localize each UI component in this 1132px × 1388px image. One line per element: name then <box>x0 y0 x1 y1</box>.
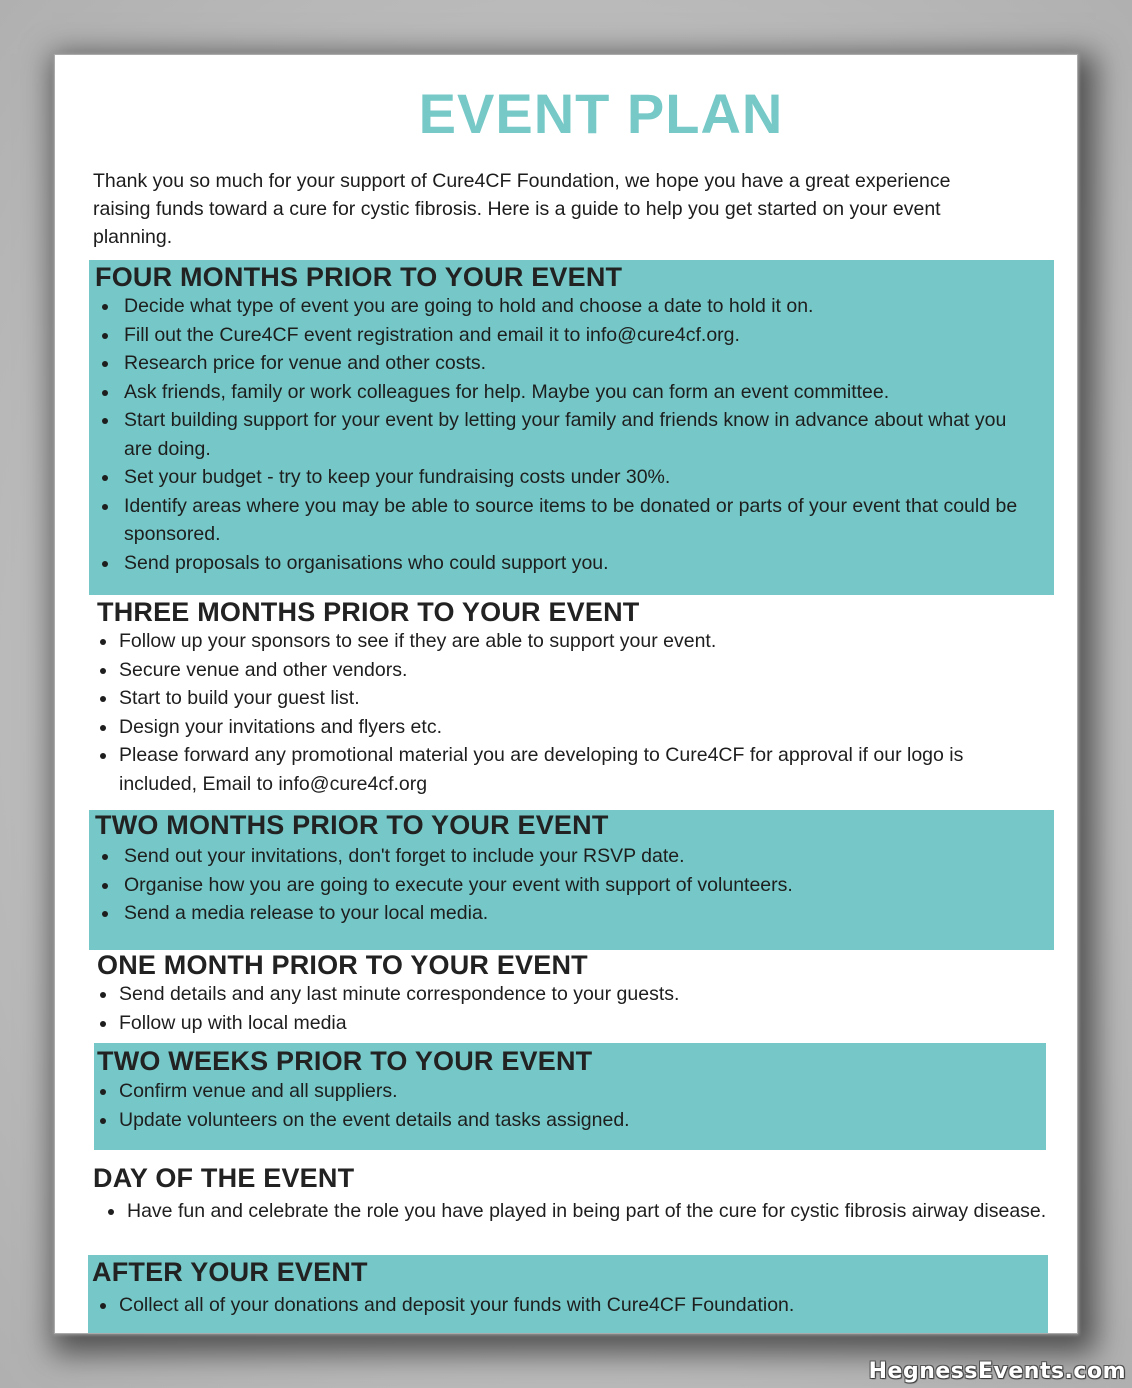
bullet-list <box>95 842 1024 928</box>
bullet-list <box>97 980 1029 1037</box>
bullet-list <box>93 1197 1047 1226</box>
list-item: Set your budget - try to keep your fundraising costs under 30%. <box>124 463 1024 492</box>
section-four-months <box>89 260 1054 595</box>
bullet-icon <box>100 639 106 645</box>
bullet-list <box>97 1077 1019 1134</box>
page-title: EVENT PLAN <box>418 82 784 145</box>
section-heading: AFTER YOUR EVENT <box>92 1257 368 1287</box>
section-three-months <box>97 597 1047 802</box>
bullet-icon <box>102 361 108 367</box>
bullet-icon <box>102 504 108 510</box>
section-heading: ONE MONTH PRIOR TO YOUR EVENT <box>97 950 588 980</box>
list-item: Ask friends, family or work colleagues for help. Maybe you can form an event committee. <box>124 378 1024 407</box>
section-two-weeks <box>94 1043 1046 1150</box>
bullet-icon <box>102 304 108 310</box>
bullet-icon <box>100 1303 106 1309</box>
bullet-icon <box>100 753 106 759</box>
intro-paragraph: Thank you so much for your support of Cure4CF Foundation, we hope you have a great experience raising funds toward a cure for cystic fibrosis. Here is a guide to help you get started on your event planning. <box>93 170 951 248</box>
bullet-icon <box>102 333 108 339</box>
list-item: Start building support for your event by letting your family and friends know in advance about what you are doing. <box>124 406 1024 463</box>
list-item: Follow up your sponsors to see if they are able to support your event. <box>119 627 1029 656</box>
bullet-icon <box>102 883 108 889</box>
list-item: Collect all of your donations and deposit your funds with Cure4CF Foundation. <box>119 1291 1019 1320</box>
bullet-icon <box>102 418 108 424</box>
bullet-list <box>97 627 1029 798</box>
list-item: Decide what type of event you are going to hold and choose a date to hold it on. <box>124 292 1024 321</box>
list-item: Send out your invitations, don't forget to include your RSVP date. <box>124 842 1024 871</box>
bullet-icon <box>102 390 108 396</box>
section-heading: TWO WEEKS PRIOR TO YOUR EVENT <box>97 1046 593 1076</box>
watermark: HegnessEvents.com <box>868 1359 1126 1384</box>
list-item: Follow up with local media <box>119 1009 1029 1038</box>
list-item: Update volunteers on the event details and tasks assigned. <box>119 1106 1019 1135</box>
section-one-month <box>97 950 1047 1040</box>
bullet-icon <box>100 696 106 702</box>
section-heading: TWO MONTHS PRIOR TO YOUR EVENT <box>95 810 609 840</box>
list-item: Secure venue and other vendors. <box>119 656 1029 685</box>
section-after <box>88 1255 1048 1334</box>
bullet-list <box>92 1291 1019 1320</box>
list-item: Fill out the Cure4CF event registration and email it to info@cure4cf.org. <box>124 321 1024 350</box>
section-two-months <box>89 810 1054 950</box>
list-item: Please forward any promotional material you are developing to Cure4CF for approval if our logo is included, Email to info@cure4cf.org <box>119 741 1029 798</box>
bullet-icon <box>100 1089 106 1095</box>
list-item: Send a media release to your local media. <box>124 899 1024 928</box>
bullet-icon <box>102 911 108 917</box>
bullet-icon <box>100 1021 106 1027</box>
bullet-icon <box>102 475 108 481</box>
list-item: Send details and any last minute correspondence to your guests. <box>119 980 1029 1009</box>
section-day-of <box>93 1163 1053 1255</box>
document-page <box>54 54 1078 1334</box>
section-heading: FOUR MONTHS PRIOR TO YOUR EVENT <box>95 262 623 292</box>
bullet-icon <box>102 561 108 567</box>
section-heading: DAY OF THE EVENT <box>93 1163 355 1193</box>
list-item: Have fun and celebrate the role you have played in being part of the cure for cystic fibrosis airway disease. <box>127 1197 1047 1226</box>
list-item: Send proposals to organisations who could support you. <box>124 549 1024 578</box>
bullet-icon <box>100 992 106 998</box>
list-item: Research price for venue and other costs. <box>124 349 1024 378</box>
bullet-icon <box>108 1209 114 1215</box>
list-item: Start to build your guest list. <box>119 684 1029 713</box>
bullet-icon <box>102 854 108 860</box>
bullet-icon <box>100 1118 106 1124</box>
list-item: Confirm venue and all suppliers. <box>119 1077 1019 1106</box>
list-item: Organise how you are going to execute your event with support of volunteers. <box>124 871 1024 900</box>
list-item: Identify areas where you may be able to source items to be donated or parts of your event that could be sponsored. <box>124 492 1024 549</box>
bullet-icon <box>100 725 106 731</box>
bullet-icon <box>100 668 106 674</box>
bullet-list <box>95 292 1024 577</box>
list-item: Design your invitations and flyers etc. <box>119 713 1029 742</box>
section-heading: THREE MONTHS PRIOR TO YOUR EVENT <box>97 597 640 627</box>
